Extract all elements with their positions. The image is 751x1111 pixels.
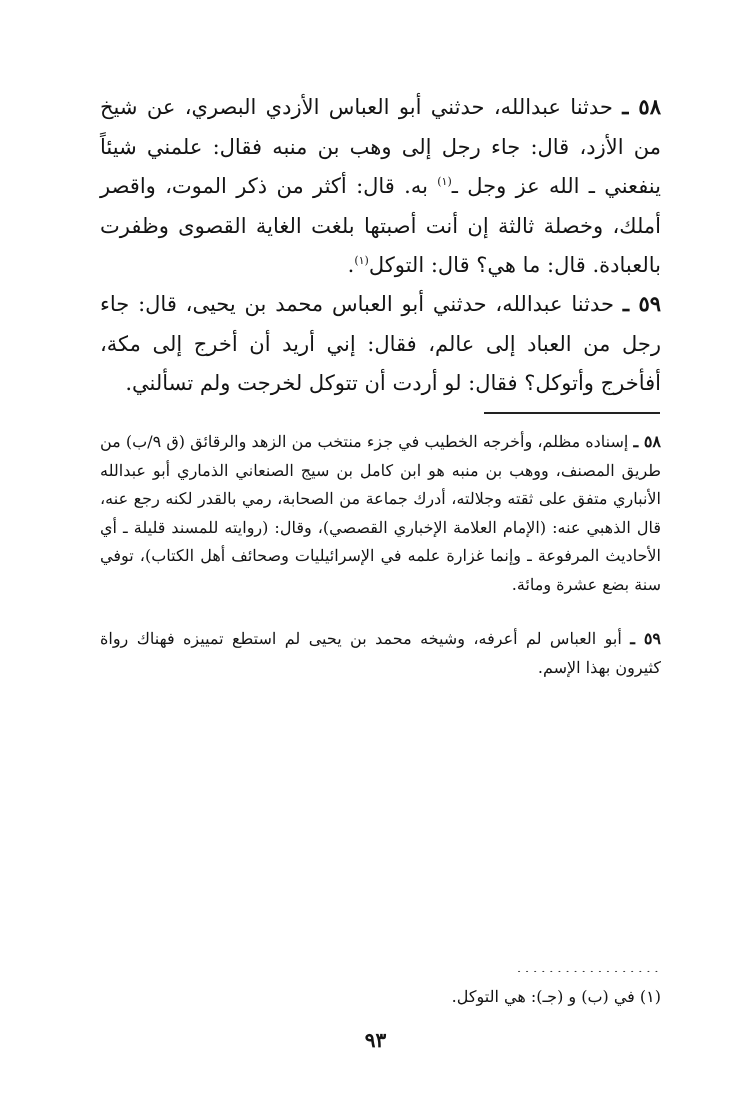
hadith-text: حدثنا عبدالله، حدثني أبو العباس الأزدي البصري، عن شيخ من الأزد، قال: جاء رجل إلى وهب بن منبه فقال: علمني شيئاً ينفعني ـ الله عز وجل ـ [100,95,661,198]
footnote-1: (١) في (ب) و (جـ): هي التوكل. [451,987,661,1006]
note-59 [100,625,661,682]
hadith-number: ٥٩ ـ [622,291,661,316]
note-number: ٥٨ ـ [633,432,661,451]
note-text: أبو العباس لم أعرفه، وشيخه محمد بن يحيى لم استطع تمييزه فهناك رواة كثيرون بهذا الإسم. [100,629,661,677]
notes-separator-rule [484,412,660,414]
footnote-ref[interactable]: (١) [354,254,369,267]
note-text: إسناده مظلم، وأخرجه الخطيب في جزء منتخب من الزهد والرقائق (ق ٩/ب) من طريق المصنف، ووهب بن منبه هو ابن كامل بن سيج الصنعاني الذماري أبو عبدالله الأنباري متفق على ثقته وجلالته، أدرك جماعة من الصحابة، رمي بالقدر لكنه رجع عنه، قال الذهبي عنه: (الإمام العلامة الإخباري القصصي)، وقال: (روايته للمسند قليلة ـ أي الأحاديث المرفوعة ـ وإنما غزارة علمه في الإسرائيليات وصحائف أهل الكتاب)، توفي سنة بضع عشرة ومائة. [100,432,661,594]
note-number: ٥٩ ـ [630,629,661,648]
note-58 [100,428,661,599]
hadith-number: ٥٨ ـ [622,94,661,119]
footnote-separator-dots: .................. [516,958,662,972]
hadith-text: حدثنا عبدالله، حدثني أبو العباس محمد بن يحيى، قال: جاء رجل من العباد إلى عالم، فقال: إني أريد أن أخرج إلى مكة، أفأخرج وأتوكل؟ فقال: لو أردت أن تتوكل لخرجت ولم تسألني. [100,292,661,395]
page-number: ٩٣ [364,1028,387,1052]
hadith-58 [100,87,661,286]
footnote-ref[interactable]: (١) [437,175,452,188]
hadith-text-cont: به. قال: أكثر من ذكر الموت، واقصر أملك، وخصلة ثالثة إن أنت أصبتها بلغت الغاية القصوى وظفرت بالعبادة. قال: ما هي؟ قال: التوكل [100,174,661,277]
hadith-text-end: . [347,253,355,277]
hadith-59 [100,284,661,404]
